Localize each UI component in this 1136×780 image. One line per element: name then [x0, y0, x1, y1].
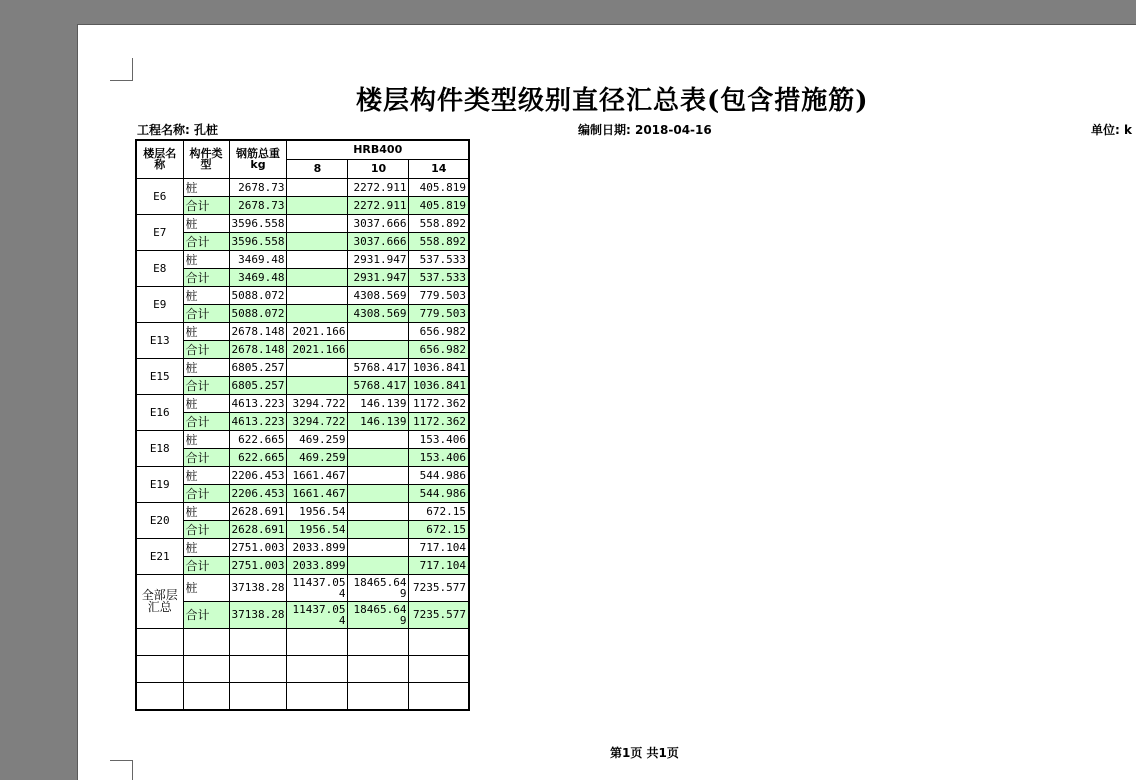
- table-row: [136, 358, 469, 376]
- table-row: [136, 178, 469, 196]
- table-row: [136, 466, 469, 484]
- d14-cell: 544.986: [409, 466, 469, 484]
- page-corner-mark-bottom: [110, 760, 133, 780]
- d10-cell: [348, 520, 409, 538]
- d8-cell: [287, 358, 348, 376]
- unit-label: 单位: k: [1091, 123, 1132, 137]
- type-cell: 合计: [183, 520, 229, 538]
- empty-cell: [287, 628, 348, 655]
- empty-cell: [183, 682, 229, 710]
- table-row: [136, 322, 469, 340]
- d14-cell: 672.15: [409, 520, 469, 538]
- d14-cell: 405.819: [409, 178, 469, 196]
- empty-cell: [287, 655, 348, 682]
- d8-cell: 11437.054: [287, 601, 348, 628]
- d14-cell: 537.533: [409, 268, 469, 286]
- d10-cell: [348, 484, 409, 502]
- d8-cell: 469.259: [287, 430, 348, 448]
- floor-cell: E21: [136, 538, 183, 574]
- floor-cell: E19: [136, 466, 183, 502]
- d14-cell: 672.15: [409, 502, 469, 520]
- d10-cell: 4308.569: [348, 304, 409, 322]
- weight-cell: 622.665: [229, 430, 287, 448]
- d8-cell: [287, 214, 348, 232]
- table-row: [136, 232, 469, 250]
- weight-cell: 2206.453: [229, 466, 287, 484]
- d10-cell: [348, 340, 409, 358]
- type-cell: 桩: [183, 574, 229, 601]
- d10-cell: 146.139: [348, 412, 409, 430]
- floor-cell: E13: [136, 322, 183, 358]
- project-name: 工程名称: 孔桩: [137, 123, 218, 137]
- d8-cell: 1956.54: [287, 502, 348, 520]
- type-cell: 合计: [183, 196, 229, 214]
- type-cell: 桩: [183, 358, 229, 376]
- floor-cell: E16: [136, 394, 183, 430]
- d8-cell: 2021.166: [287, 322, 348, 340]
- table-row: [136, 268, 469, 286]
- type-cell: 桩: [183, 466, 229, 484]
- table-row: [136, 394, 469, 412]
- d14-cell: 779.503: [409, 286, 469, 304]
- d14-cell: 558.892: [409, 214, 469, 232]
- table-row: [136, 430, 469, 448]
- d14-cell: 779.503: [409, 304, 469, 322]
- table-row: [136, 340, 469, 358]
- d10-cell: 18465.649: [348, 601, 409, 628]
- floor-cell: E8: [136, 250, 183, 286]
- d10-cell: 2272.911: [348, 178, 409, 196]
- empty-cell: [229, 628, 287, 655]
- weight-cell: 2206.453: [229, 484, 287, 502]
- d14-cell: 405.819: [409, 196, 469, 214]
- empty-cell: [183, 655, 229, 682]
- d10-cell: 3037.666: [348, 214, 409, 232]
- table-row: [136, 538, 469, 556]
- d8-cell: [287, 304, 348, 322]
- d10-cell: 2931.947: [348, 268, 409, 286]
- report-page: [77, 24, 1136, 780]
- weight-cell: 2751.003: [229, 556, 287, 574]
- weight-cell: 622.665: [229, 448, 287, 466]
- weight-cell: 2678.73: [229, 178, 287, 196]
- d14-cell: 1172.362: [409, 394, 469, 412]
- table-row: [136, 556, 469, 574]
- d10-cell: [348, 466, 409, 484]
- d8-cell: [287, 196, 348, 214]
- d8-cell: 1661.467: [287, 466, 348, 484]
- floor-cell: E6: [136, 178, 183, 214]
- d14-cell: 537.533: [409, 250, 469, 268]
- d8-cell: 3294.722: [287, 394, 348, 412]
- d14-cell: 1036.841: [409, 358, 469, 376]
- summary-table: [135, 139, 470, 711]
- type-cell: 合计: [183, 484, 229, 502]
- table-body: [136, 178, 469, 710]
- floor-cell: E7: [136, 214, 183, 250]
- floor-cell: E20: [136, 502, 183, 538]
- weight-cell: 2678.148: [229, 322, 287, 340]
- weight-cell: 2678.148: [229, 340, 287, 358]
- empty-row: [136, 682, 469, 710]
- d14-cell: 7235.577: [409, 601, 469, 628]
- floor-cell: E18: [136, 430, 183, 466]
- empty-cell: [348, 655, 409, 682]
- d10-cell: [348, 538, 409, 556]
- weight-cell: 3469.48: [229, 268, 287, 286]
- header-diameter: 10: [348, 159, 409, 178]
- type-cell: 合计: [183, 268, 229, 286]
- d8-cell: [287, 250, 348, 268]
- empty-cell: [409, 682, 469, 710]
- d14-cell: 153.406: [409, 430, 469, 448]
- type-cell: 桩: [183, 178, 229, 196]
- table-row: [136, 601, 469, 628]
- d10-cell: [348, 502, 409, 520]
- type-cell: 合计: [183, 601, 229, 628]
- d14-cell: 717.104: [409, 538, 469, 556]
- weight-cell: 2628.691: [229, 502, 287, 520]
- empty-cell: [348, 628, 409, 655]
- empty-cell: [409, 628, 469, 655]
- header-grade: HRB400: [287, 140, 469, 159]
- type-cell: 桩: [183, 430, 229, 448]
- d14-cell: 7235.577: [409, 574, 469, 601]
- header-floor: 楼层名称: [136, 140, 183, 178]
- empty-row: [136, 628, 469, 655]
- d8-cell: 3294.722: [287, 412, 348, 430]
- type-cell: 桩: [183, 538, 229, 556]
- d10-cell: 2272.911: [348, 196, 409, 214]
- d10-cell: 146.139: [348, 394, 409, 412]
- d8-cell: 1661.467: [287, 484, 348, 502]
- type-cell: 合计: [183, 556, 229, 574]
- d10-cell: 4308.569: [348, 286, 409, 304]
- type-cell: 合计: [183, 376, 229, 394]
- header-diameter: 14: [409, 159, 469, 178]
- type-cell: 合计: [183, 412, 229, 430]
- d14-cell: 717.104: [409, 556, 469, 574]
- table-row: [136, 412, 469, 430]
- d10-cell: [348, 556, 409, 574]
- d8-cell: [287, 376, 348, 394]
- header-diameter: 8: [287, 159, 348, 178]
- table-row: [136, 448, 469, 466]
- d8-cell: 11437.054: [287, 574, 348, 601]
- table-row: [136, 250, 469, 268]
- d14-cell: 656.982: [409, 322, 469, 340]
- empty-cell: [229, 655, 287, 682]
- d8-cell: 2033.899: [287, 538, 348, 556]
- empty-cell: [136, 682, 183, 710]
- d8-cell: [287, 232, 348, 250]
- empty-cell: [409, 655, 469, 682]
- compile-date: 编制日期: 2018-04-16: [578, 123, 712, 137]
- weight-cell: 6805.257: [229, 376, 287, 394]
- weight-cell: 3596.558: [229, 214, 287, 232]
- d10-cell: 5768.417: [348, 358, 409, 376]
- table-row: [136, 520, 469, 538]
- d10-cell: 2931.947: [348, 250, 409, 268]
- type-cell: 合计: [183, 232, 229, 250]
- floor-cell: E15: [136, 358, 183, 394]
- d14-cell: 1036.841: [409, 376, 469, 394]
- empty-cell: [136, 655, 183, 682]
- d10-cell: 5768.417: [348, 376, 409, 394]
- d8-cell: [287, 178, 348, 196]
- weight-cell: 5088.072: [229, 304, 287, 322]
- weight-cell: 2751.003: [229, 538, 287, 556]
- d14-cell: 153.406: [409, 448, 469, 466]
- weight-cell: 3469.48: [229, 250, 287, 268]
- d10-cell: [348, 430, 409, 448]
- table-row: [136, 304, 469, 322]
- d8-cell: [287, 286, 348, 304]
- weight-cell: 2628.691: [229, 520, 287, 538]
- page-corner-mark-top: [110, 58, 133, 81]
- weight-cell: 3596.558: [229, 232, 287, 250]
- header-weight: 钢筋总重kg: [229, 140, 287, 178]
- d8-cell: 1956.54: [287, 520, 348, 538]
- header-type: 构件类型: [183, 140, 229, 178]
- type-cell: 桩: [183, 322, 229, 340]
- table-row: [136, 286, 469, 304]
- floor-cell: E9: [136, 286, 183, 322]
- d14-cell: 544.986: [409, 484, 469, 502]
- weight-cell: 37138.28: [229, 601, 287, 628]
- d8-cell: [287, 268, 348, 286]
- report-title: 楼层构件类型级别直径汇总表(包含措施筋): [356, 86, 869, 116]
- table-row: [136, 214, 469, 232]
- weight-cell: 37138.28: [229, 574, 287, 601]
- weight-cell: 4613.223: [229, 412, 287, 430]
- weight-cell: 4613.223: [229, 394, 287, 412]
- d8-cell: 469.259: [287, 448, 348, 466]
- d10-cell: 18465.649: [348, 574, 409, 601]
- d14-cell: 1172.362: [409, 412, 469, 430]
- d10-cell: [348, 322, 409, 340]
- weight-cell: 2678.73: [229, 196, 287, 214]
- type-cell: 桩: [183, 394, 229, 412]
- table-row: [136, 484, 469, 502]
- table-row: [136, 376, 469, 394]
- table-row: [136, 574, 469, 601]
- empty-row: [136, 655, 469, 682]
- table-row: [136, 502, 469, 520]
- d10-cell: [348, 448, 409, 466]
- d14-cell: 558.892: [409, 232, 469, 250]
- type-cell: 桩: [183, 502, 229, 520]
- d14-cell: 656.982: [409, 340, 469, 358]
- empty-cell: [229, 682, 287, 710]
- empty-cell: [348, 682, 409, 710]
- page-number: 第1页 共1页: [610, 746, 679, 760]
- floor-cell: 全部层汇总: [136, 574, 183, 628]
- type-cell: 合计: [183, 304, 229, 322]
- weight-cell: 5088.072: [229, 286, 287, 304]
- table-row: [136, 196, 469, 214]
- d10-cell: 3037.666: [348, 232, 409, 250]
- type-cell: 桩: [183, 286, 229, 304]
- empty-cell: [136, 628, 183, 655]
- weight-cell: 6805.257: [229, 358, 287, 376]
- d8-cell: 2021.166: [287, 340, 348, 358]
- d8-cell: 2033.899: [287, 556, 348, 574]
- type-cell: 合计: [183, 340, 229, 358]
- type-cell: 桩: [183, 214, 229, 232]
- empty-cell: [287, 682, 348, 710]
- type-cell: 合计: [183, 448, 229, 466]
- type-cell: 桩: [183, 250, 229, 268]
- empty-cell: [183, 628, 229, 655]
